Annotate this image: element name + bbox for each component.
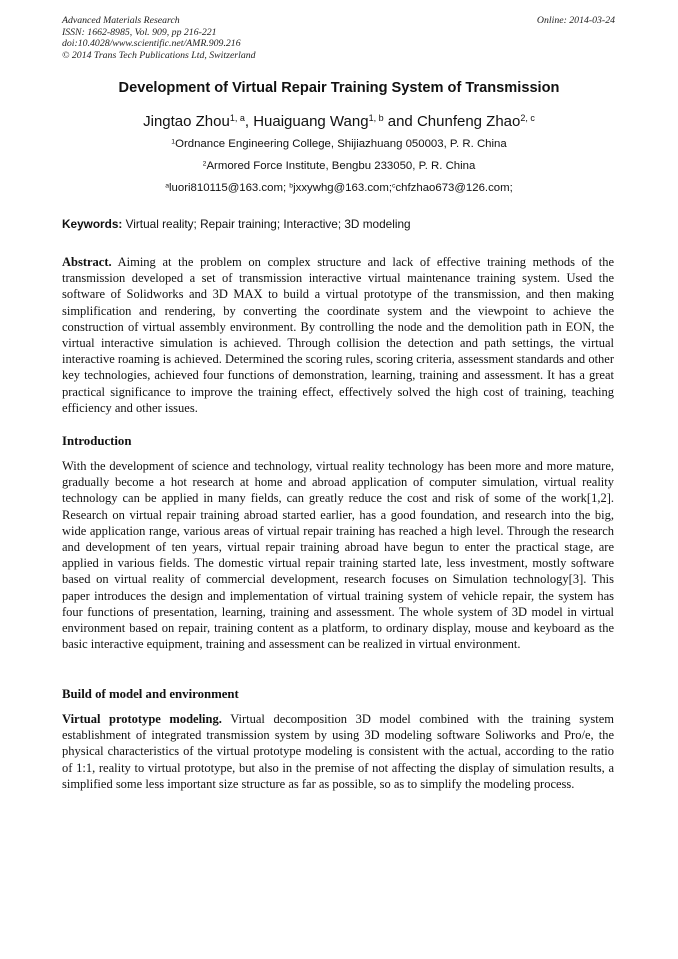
affiliation-text: Armored Force Institute, Bengbu 233050, P. R. China <box>206 160 476 172</box>
keywords-label: Keywords: <box>62 217 123 231</box>
affiliation-1 <box>0 138 678 150</box>
online-date: Online: 2014-03-24 <box>536 15 615 26</box>
author-name: Chunfeng Zhao <box>416 113 521 130</box>
abstract-text: Aiming at the problem on complex structure and lack of effective training methods of the transmission developed a set of transmission interactive virtual maintenance training system. Used the software of Solidworks and 3D MAX to build a virtual prototype of the transmission, and then making simplification and rendering, by converting the coordinate system and the viewpoint to achieve the construction of virtual assembly environment. By controlling the node and the demolition path in EON, the virtual interactive simulation is achieved. Through collision the detection and path settings, the virtual interactive roaming is achieved. Determined the scoring rules, scoring criteria, assessment standards and other key technologies, achieved four functions of demonstration, learning, training and assessment. It has a great practical significance to improve the training effect, effectively solved the high cost of training, teaching efficiency and other issues. <box>62 255 614 415</box>
email-superscript: a <box>165 182 170 190</box>
journal-name: Advanced Materials Research <box>62 15 180 26</box>
journal-issn: ISSN: 1662-8985, Vol. 909, pp 216-221 <box>62 26 217 38</box>
introduction-heading: Introduction <box>62 434 132 448</box>
abstract-label: Abstract. <box>62 255 112 269</box>
email-text: jxxywhg@163.com; <box>293 182 393 194</box>
affiliation-text: Ordnance Engineering College, Shijiazhuang 050003, P. R. China <box>175 138 507 150</box>
author-separator: , <box>244 113 254 130</box>
affiliation-superscript: 1 <box>171 138 176 146</box>
author-name: Huaiguang Wang <box>253 113 369 130</box>
author-list <box>0 113 678 130</box>
author-superscript: 1, b <box>368 113 384 124</box>
author-name: Jingtao Zhou <box>143 113 230 130</box>
keywords <box>62 217 617 231</box>
email-superscript: c <box>392 182 396 190</box>
virtual-prototype-text: Virtual decomposition 3D model combined with the training system establishment of integrated transmission system by using 3D modeling software Soliworks and Pro/e, the physical characteristics of the virtual prototype modeling is consistent with the actual, according to the ratio of 1:1, reality to virtual prototype, but also in the premise of not affecting the display of simulation results, a simplified some less important size structure as far as possible, so as to simplify the modeling process. <box>62 712 614 791</box>
email-text: chfzhao673@126.com; <box>395 182 513 194</box>
virtual-prototype-paragraph <box>62 711 614 792</box>
virtual-prototype-subheading: Virtual prototype modeling. <box>62 712 222 726</box>
paper-title: Development of Virtual Repair Training System of Transmission <box>118 80 560 96</box>
affiliation-superscript: 2 <box>202 160 207 168</box>
build-section-heading: Build of model and environment <box>62 687 239 701</box>
abstract-paragraph <box>62 254 614 416</box>
introduction-paragraph: With the development of science and technology, virtual reality technology has been more and more mature, gradually become a hot research at home and abroad application of computer simulation, virtual reality technology can be applied in many fields, can greatly reduce the cost and risk of some of the work[1,2]. Research on virtual repair training abroad started earlier, has a good foundation, and research into the big, wide application range, various areas of virtual repair training has reached a high level. Through the research and development of ten years, virtual repair training abroad have begun to enter the practical stage, are applied in various fields. The domestic virtual repair training started late, less investment, mostly software based on virtual reality of commercial development, research focuses on Simulation technology[3]. This paper introduces the design and implementation of virtual training system of vehicle repair, the system has four functions of presentation, learning, training and assessment. The whole system of 3D model in virtual environment based on repair, training content as a platform, to ordinary display, mouse and keyboard as the basic interactive equipment, training and assessment can be realized in virtual environment. <box>62 459 614 652</box>
author-superscript: 2, c <box>520 113 535 124</box>
email-superscript: b <box>289 182 294 190</box>
affiliation-2 <box>0 160 678 172</box>
journal-copyright: © 2014 Trans Tech Publications Ltd, Switzerland <box>62 49 256 61</box>
keywords-text: Virtual reality; Repair training; Interactive; 3D modeling <box>122 217 411 231</box>
author-superscript: 1, a <box>229 113 245 124</box>
journal-header <box>62 15 617 61</box>
journal-doi: doi:10.4028/www.scientific.net/AMR.909.216 <box>62 38 241 49</box>
author-emails <box>0 182 678 194</box>
email-text: luori810115@163.com; <box>169 182 290 194</box>
author-separator: and <box>383 113 417 130</box>
